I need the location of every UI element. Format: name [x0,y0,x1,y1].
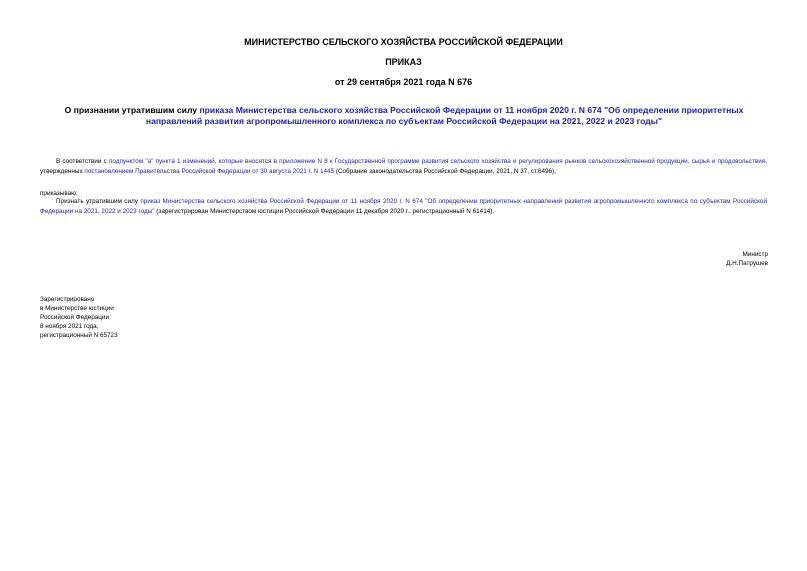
title-link[interactable]: приказа Министерства сельского хозяйства Российской Федерации от 11 ноября 2020 г. N 674 "Об определении приоритетных направлений развития агропромышленного комплекса по субъектам Российской Федерации на 2021, 2022 и 2023 годы" [145,105,744,126]
document-type: ПРИКАЗ [385,57,422,67]
p3-link-order[interactable]: приказ Министерства сельского хозяйства Российской Федерации от 11 ноября 2020 г. N 674 "Об определении приоритетных направлений развития агропромышленного комплекса по субъектам Российской Федерации на 2021, 2022 и 2023 годы" [40,198,767,215]
p1-text-1: В соответствии с [56,158,109,165]
document-title [44,105,764,127]
registration-line: регистрационный N 65723 [40,332,118,339]
p1-text-3: (Собрание законодательства Российской Федерации, 2021, N 37, ст.6496), [334,167,556,175]
signatory-title: Министр [742,251,768,258]
p1-text-2: , утвержденных [40,158,767,175]
ministry-name: МИНИСТЕРСТВО СЕЛЬСКОГО ХОЗЯЙСТВА РОССИЙСКОЙ ФЕДЕРАЦИИ [244,37,563,47]
paragraph-decision [40,197,767,216]
p1-link-resolution[interactable]: постановлением Правительства Российской Федерации от 30 августа 2021 г. N 1445 [84,167,335,175]
p3-text-2: (зарегистрирован Министерством юстиции Российской Федерации 11 декабря 2020 г., регистрационный N 61414). [154,207,495,215]
registration-line: Российской Федерации [40,314,109,321]
document-date: от 29 сентября 2021 года N 676 [334,77,473,87]
title-prefix: О признании утратившим силу [64,105,200,115]
p3-text-1: Признать утратившим силу [56,198,141,205]
registration-line: 8 ноября 2021 года, [40,323,99,330]
paragraph-basis [40,157,767,176]
registration-line: в Министерстве юстиции [40,305,114,312]
signatory-name: Д.Н.Патрушев [726,260,768,267]
p1-link-subparagraph[interactable]: подпунктом "а" пункта 1 изменений, которые вносятся в приложение N 8 к Государственной программе развития сельского хозяйства и регулирования рынков сельскохозяйственной продукции, сырья и продовольствия [108,158,766,165]
paragraph-order-word: приказываю: [40,190,78,197]
registration-line: Зарегистрировано [40,296,95,303]
